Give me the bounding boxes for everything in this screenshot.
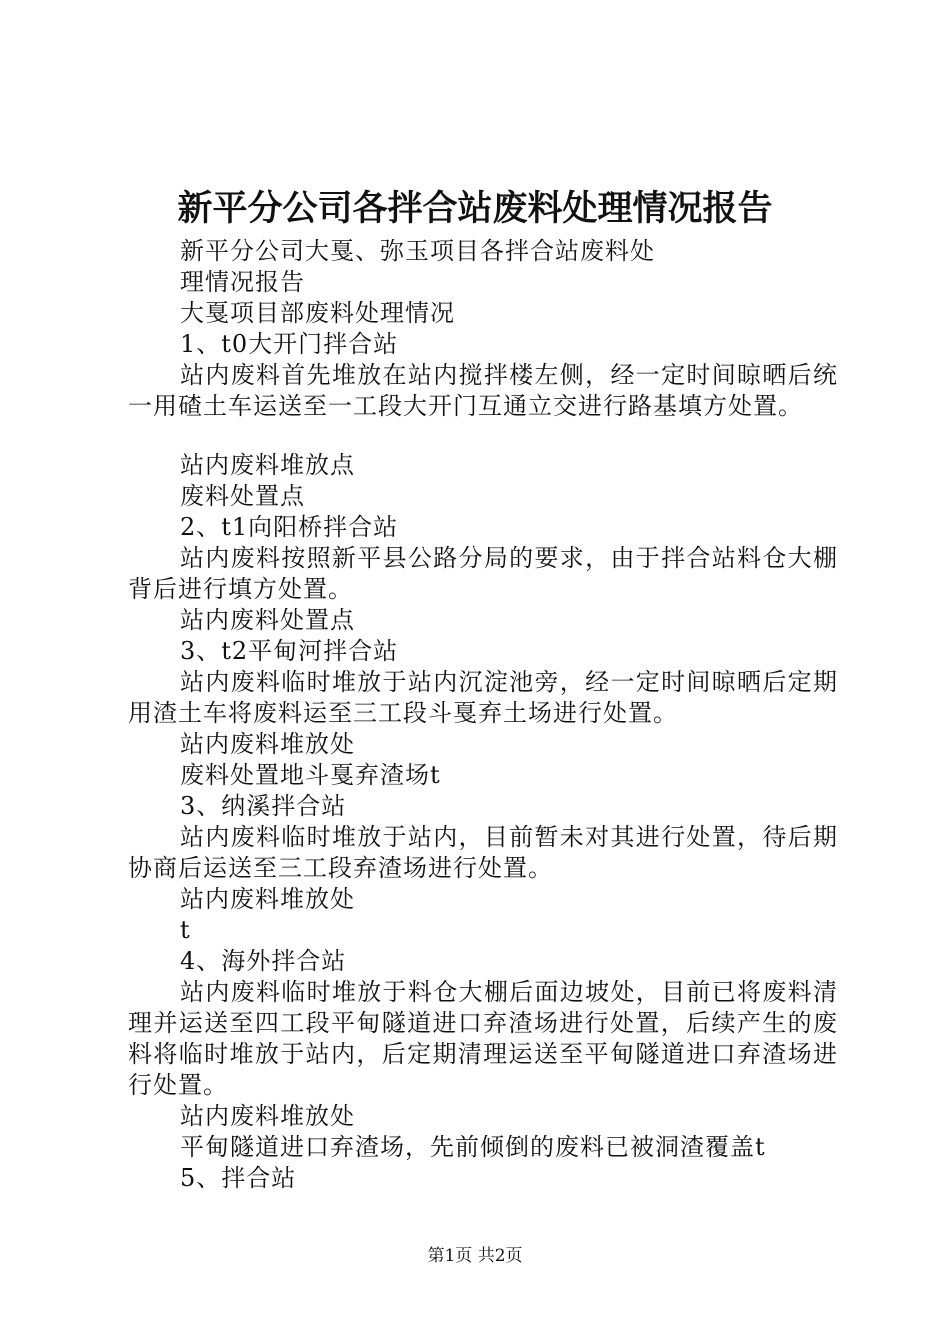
subtitle-line-1: 新平分公司大戛、弥玉项目各拌合站废料处: [180, 237, 655, 265]
station-heading-3: 3、t2平甸河拌合站: [180, 637, 399, 665]
station-description-2: 站内废料按照新平县公路分局的要求，由于拌合站料仓大棚背后进行填方处置。: [128, 544, 838, 603]
image-placeholder-gap: [128, 422, 838, 450]
caption-disposal-site-5: 平甸隧道进口弃渣场，先前倾倒的废料已被洞渣覆盖t: [180, 1133, 766, 1161]
caption-t: t: [180, 916, 191, 944]
page-footer: 第1页 共2页: [427, 1246, 523, 1266]
station-description-3: 站内废料临时堆放于站内沉淀池旁，经一定时间晾晒后定期用渣土车将废料运至三工段斗戛弃土场进行处置。: [128, 668, 838, 727]
caption-storage-point: 站内废料堆放点: [180, 451, 355, 479]
station-description-4: 站内废料临时堆放于站内，目前暂未对其进行处置，待后期协商后运送至三工段弃渣场进行处置。: [128, 823, 838, 882]
caption-storage-place-3: 站内废料堆放处: [180, 730, 355, 758]
caption-disposal-site-3: 废料处置地斗戛弃渣场t: [180, 761, 441, 789]
station-heading-6: 5、拌合站: [180, 1164, 297, 1192]
caption-station-disposal-point: 站内废料处置点: [180, 606, 355, 634]
station-heading-2: 2、t1向阳桥拌合站: [180, 513, 399, 541]
document-title: 新平分公司各拌合站废料处理情况报告: [177, 188, 773, 229]
station-heading-4: 3、纳溪拌合站: [180, 792, 347, 820]
caption-storage-place-4: 站内废料堆放处: [180, 885, 355, 913]
section-heading: 大戛项目部废料处理情况: [180, 299, 455, 327]
document-body: [128, 236, 838, 1194]
caption-disposal-point: 废料处置点: [180, 482, 305, 510]
station-description-1: 站内废料首先堆放在站内搅拌楼左侧，经一定时间晾晒后统一用碴土车运送至一工段大开门互通立交进行路基填方处置。: [128, 361, 838, 420]
subtitle-line-2: 理情况报告: [180, 268, 305, 296]
station-heading-5: 4、海外拌合站: [180, 947, 347, 975]
caption-storage-place-5: 站内废料堆放处: [180, 1102, 355, 1130]
station-description-5: 站内废料临时堆放于料仓大棚后面边坡处，目前已将废料清理并运送至四工段平甸隧道进口弃渣场进行处置，后续产生的废料将临时堆放于站内，后定期清理运送至平甸隧道进口弃渣场进行处置。: [128, 978, 838, 1099]
station-heading-1: 1、t0大开门拌合站: [180, 330, 399, 358]
